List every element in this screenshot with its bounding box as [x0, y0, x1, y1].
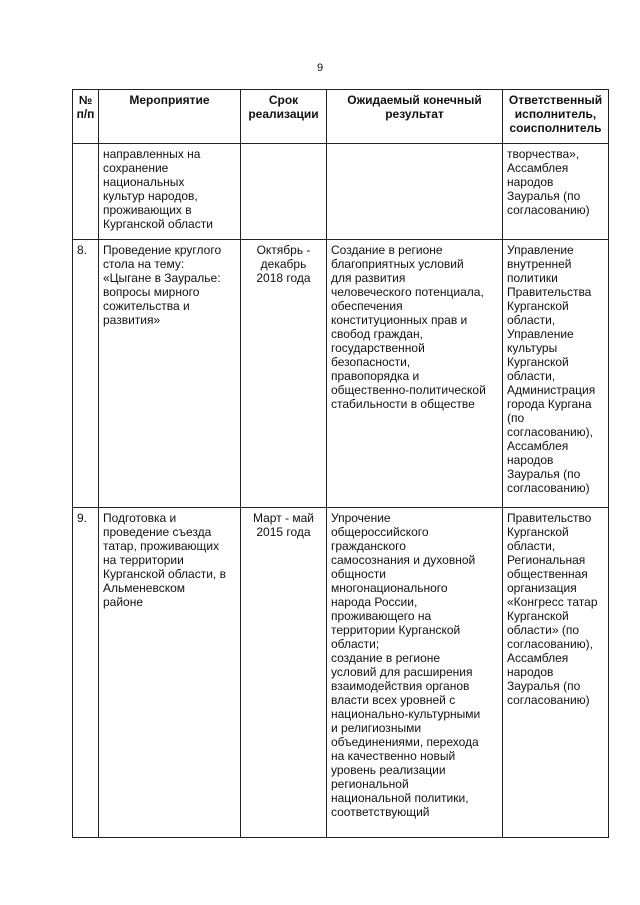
cell-text-line: народов [507, 453, 554, 467]
cell-text-line: культур народов, [103, 189, 198, 203]
cell-text-line: согласованию) [507, 203, 590, 217]
cell-text-line: стабильности в обществе [331, 397, 475, 411]
cell-text-line: согласованию) [507, 481, 590, 495]
cell-text-line: 2018 года [256, 271, 311, 285]
cell-text-line: для развития [331, 271, 406, 285]
cell-text-line: Октябрь - [256, 243, 311, 257]
cell-text-line: территории Курганской [331, 623, 461, 637]
cell-text-line: согласованию), [507, 637, 593, 651]
cell-text-line: проживающего на [331, 609, 432, 623]
cell-text-line: «Конгресс татар [507, 595, 598, 609]
cell-text-line: Курганской области, в [103, 567, 226, 581]
cell-text-line: региональной [331, 777, 409, 791]
cell-text-line: согласованию) [507, 693, 590, 707]
cell-text-line: Март - май [252, 511, 314, 525]
cell-text-line: Курганской [507, 355, 569, 369]
cell-text-line: Региональная [507, 553, 586, 567]
cell-text-line: стола на тему: [103, 257, 185, 271]
cell-text-line: проживающих в [103, 203, 192, 217]
cell-text-line: (по [507, 411, 525, 425]
cell-text-line: вопросы мирного [103, 285, 200, 299]
table-row [73, 144, 609, 240]
row-result [327, 240, 503, 508]
cell-text-line: сожительства и [103, 299, 190, 313]
cell-text-line: п/п [76, 107, 95, 121]
page-number: 9 [316, 62, 324, 74]
cell-text-line: Ответственный [508, 93, 603, 107]
cell-text-line: создание в регионе [331, 651, 441, 665]
cell-text-line: «Цыгане в Зауралье: [103, 271, 221, 285]
cell-text-line: правопорядка и [331, 369, 420, 383]
cell-text-line: и религиозными [331, 721, 422, 735]
cell-text-line: общероссийского [331, 525, 429, 539]
cell-text-line: на территории [103, 553, 184, 567]
cell-text-line: области» (по [507, 623, 580, 637]
cell-text-line: национально-культурными [331, 707, 481, 721]
cell-text-line: политики [507, 271, 558, 285]
cell-text-line: обеспечения [331, 299, 403, 313]
cell-text-line: исполнитель, [514, 107, 597, 121]
cell-text-line: внутренней [507, 257, 572, 271]
row-number: 8. [73, 240, 99, 508]
cell-text-line: общественно-политической [331, 383, 486, 397]
cell-text-line: Подготовка и [103, 511, 177, 525]
cell-text-line: Управление [507, 327, 574, 341]
cell-text-line: Курганской [507, 609, 569, 623]
table-header-row [73, 90, 609, 144]
row-term [241, 144, 327, 240]
cell-text-line: сохранение [103, 161, 169, 175]
cell-text-line: творчества», [507, 147, 580, 161]
cell-text-line: соответствующий [331, 805, 430, 819]
cell-text-line: на качественно новый [331, 749, 456, 763]
row-executor [503, 144, 609, 240]
cell-text-line: объединениями, перехода [331, 735, 479, 749]
cell-text-line: Зауралья (по [507, 189, 581, 203]
cell-text-line: Правительства [507, 285, 592, 299]
row-event [99, 240, 241, 508]
cell-text-line: № [78, 93, 93, 107]
cell-text-line: Курганской области [103, 217, 213, 231]
cell-text-line: 2015 года [256, 525, 311, 539]
table-row [73, 508, 609, 838]
cell-text-line: реализации [248, 107, 319, 121]
row-executor [503, 240, 609, 508]
cell-text-line: культуры [507, 341, 558, 355]
cell-text-line: взаимодействия органов [331, 679, 470, 693]
cell-text-line: власти всех уровней с [331, 693, 456, 707]
header-term [241, 90, 327, 144]
cell-text-line: развития» [103, 313, 161, 327]
events-table [72, 89, 609, 838]
cell-text-line: общественная [507, 567, 588, 581]
cell-text-line: условий для расширения [331, 665, 473, 679]
cell-text-line: области, [507, 539, 556, 553]
cell-text-line: многонационального [331, 581, 448, 595]
cell-text-line: национальной политики, [331, 791, 469, 805]
cell-text-line: народов [507, 175, 554, 189]
cell-text-line: самосознания и духовной [331, 553, 476, 567]
cell-text-line: человеческого потенциала, [331, 285, 484, 299]
cell-text-line: безопасности, [331, 355, 411, 369]
cell-text-line: результат [385, 107, 444, 121]
row-event [99, 508, 241, 838]
cell-text-line: области, [507, 369, 556, 383]
header-executor [503, 90, 609, 144]
row-result [327, 144, 503, 240]
cell-text-line: области; [331, 637, 380, 651]
cell-text-line: Зауралья (по [507, 467, 581, 481]
cell-text-line: Ассамблея [507, 161, 569, 175]
cell-text-line: направленных на [103, 147, 201, 161]
cell-text-line: Ожидаемый конечный [347, 93, 482, 107]
row-term [241, 240, 327, 508]
header-event [99, 90, 241, 144]
header-number [73, 90, 99, 144]
row-term [241, 508, 327, 838]
cell-text-line: Создание в регионе [331, 243, 443, 257]
cell-text-line: свобод граждан, [331, 327, 423, 341]
cell-text-line: национальных [103, 175, 185, 189]
cell-text-line: Администрация [507, 383, 596, 397]
cell-text-line: гражданского [331, 539, 406, 553]
row-event [99, 144, 241, 240]
table-row [73, 240, 609, 508]
cell-text-line: Ассамблея [507, 439, 569, 453]
row-number: 9. [73, 508, 99, 838]
cell-text-line: Срок [268, 93, 299, 107]
cell-text-line: Мероприятие [129, 93, 210, 107]
cell-text-line: Курганской [507, 299, 569, 313]
cell-text-line: согласованию), [507, 425, 593, 439]
cell-text-line: татар, проживающих [103, 539, 220, 553]
cell-text-line: районе [103, 595, 144, 609]
cell-text-line: Упрочение [331, 511, 391, 525]
header-result [327, 90, 503, 144]
cell-text-line: организация [507, 581, 577, 595]
cell-text-line: области, [507, 313, 556, 327]
cell-text-line: города Кургана [507, 397, 592, 411]
cell-text-line: проведение съезда [103, 525, 212, 539]
cell-text-line: народов [507, 665, 554, 679]
cell-text-line: Управление [507, 243, 574, 257]
cell-text-line: конституционных прав и [331, 313, 468, 327]
cell-text-line: государственной [331, 341, 425, 355]
cell-text-line: соисполнитель [509, 121, 602, 135]
cell-text-line: Проведение круглого [103, 243, 222, 257]
row-number [73, 144, 99, 240]
cell-text-line: уровень реализации [331, 763, 446, 777]
cell-text-line: Правительство [507, 511, 592, 525]
row-executor [503, 508, 609, 838]
cell-text-line: народа России, [331, 595, 418, 609]
cell-text-line: благоприятных условий [331, 257, 464, 271]
cell-text-line: Альменевском [103, 581, 186, 595]
cell-text-line: Курганской [507, 525, 569, 539]
cell-text-line: Ассамблея [507, 651, 569, 665]
cell-text-line: Зауралья (по [507, 679, 581, 693]
row-result [327, 508, 503, 838]
cell-text-line: декабрь [260, 257, 307, 271]
cell-text-line: общности [331, 567, 386, 581]
